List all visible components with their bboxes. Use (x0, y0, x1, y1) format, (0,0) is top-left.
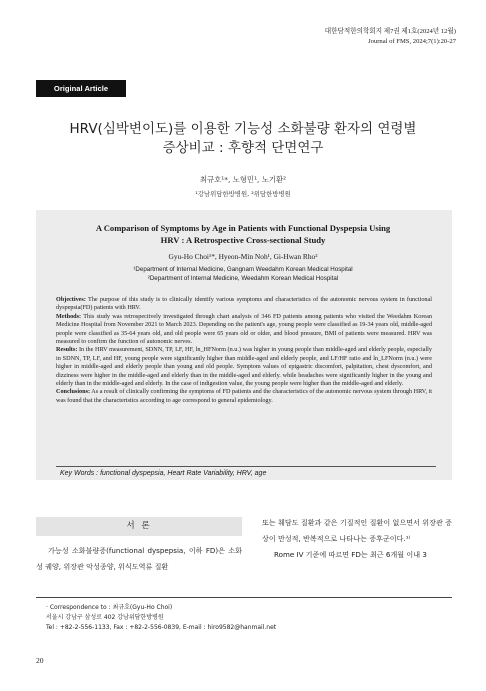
journal-header-english: Journal of FMS, 2024;7(1):20-27 (368, 38, 456, 45)
korean-title (40, 120, 446, 158)
korean-authors: 최규호¹*, 노형민¹, 노기환² (199, 175, 287, 184)
korean-title-line2: 증상비교 : 후향적 단면연구 (162, 140, 324, 156)
conclusions-text: As a result of clinically confirming the symptoms of FD patients and the characteristics of the autonomic nervous system through HRV, it was found that the characteristics according to age correspond to general epidemiology. (56, 388, 432, 404)
results-text: In the HRV measurement, SDNN, TP, LF, HF, ln_HFNorm (n.u.) was higher in young people than middle-aged and elderly people, especially in SDNN, TP, LF, and HF, young people were significantly higher than middle-aged and elderly people, and LF/HF ratio and ln_LFNorm (n.u.) were higher in middle-aged and elderly people than young and old people. Symptom values of epigastric discomfort, palpitation, chest dyscomfort, and dizziness were higher in the middle-aged and elderly than in the middle-aged and elderly. while headaches were significantly higher in the young and elderly than in the middle-aged and elderly. In the case of indigestion value, the young people were higher than the middle-aged and elderly. (56, 346, 432, 388)
english-title-line2: HRV : A Retrospective Cross-sectional Study (160, 235, 326, 245)
correspondence-footnote (46, 603, 276, 633)
journal-header (325, 27, 456, 47)
english-affiliation-1: ¹Department of Internal Medicine, Gangnam Weedahm Korean Medical Hospital (133, 266, 353, 273)
body-column-left (36, 543, 242, 575)
korean-title-line1: HRV(심박변이도)를 이용한 기능성 소화불량 환자의 연령별 (69, 121, 417, 137)
abstract-results (56, 346, 432, 388)
abstract-methods (56, 313, 432, 347)
english-title (50, 222, 436, 246)
english-affiliations (50, 265, 436, 283)
footnote-line3: Tel : +82-2-556-1133, Fax : +82-2-556-0839, E-mail : hiro9582@hanmail.net (46, 624, 277, 631)
abstract-objectives (56, 296, 432, 313)
section-heading-introduction: 서 론 (36, 517, 242, 536)
abstract-text (56, 296, 432, 405)
abstract-conclusions (56, 388, 432, 405)
footnote-divider (36, 597, 452, 598)
body-column-right (262, 515, 452, 563)
methods-text: This study was retrospectively investigated through chart analysis of 346 FD patients among patients who visited the Weedahm Korean Medicine Hospital from November 2021 to March 2023. Depending on the patient's age, young people were classified as 19-34 years old, middle-aged people were classified as 35-64 years old, and old people were 65 years old or older, and blood pressure, BMI of patients were measured. HRV was measured to confirm the function of autonomic nerves. (56, 312, 432, 346)
footnote-line2: 서울시 강남구 삼성로 402 강남위담한방병원 (46, 614, 164, 621)
results-label: Results: (56, 346, 78, 354)
korean-affiliations: ¹강남위담한방병원, ²위담한방병원 (195, 190, 291, 198)
page-number: 20 (36, 656, 44, 665)
keywords: Key Words : functional dyspepsia, Heart Rate Variability, HRV, age (60, 470, 267, 477)
english-title-line1: A Comparison of Symptoms by Age in Patients with Functional Dyspepsia Using (95, 223, 391, 233)
body-right-paragraph-2: Rome IV 기준에 따르면 FD는 최근 6개월 이내 3 (274, 550, 427, 559)
english-authors: Gyu-Ho Choi¹*, Hyeon-Min Noh¹, Gi-Hwan Rho² (168, 252, 318, 261)
objectives-label: Objectives: (56, 296, 86, 303)
keywords-divider (56, 466, 436, 467)
body-left-paragraph: 가능성 소화불량증(functional dyspepsia, 이하 FD)은 소화성 궤양, 위장관 악성종양, 위식도역류 질환 (36, 546, 242, 571)
english-affiliation-2: ²Department of Internal Medicine, Weedahm Korean Medical Hospital (147, 275, 339, 282)
objectives-text: The purpose of this study is to clinically identify various symptoms and characteristics of the autonomic nervous system in functional dyspepsia(FD) patients with HRV. (56, 296, 432, 312)
footnote-line1: · Correspondence to : 최규호(Gyu-Ho Choi) (46, 604, 173, 611)
article-type-badge: Original Article (36, 80, 126, 97)
methods-label: Methods: (56, 312, 82, 320)
conclusions-label: Conclusions: (56, 388, 91, 396)
body-right-paragraph-1: 또는 췌담도 질환과 같은 기질적인 질환이 없으면서 위장관 증상이 만성적, 반복적으로 나타나는 증후군이다.¹⁾ (262, 518, 452, 543)
journal-header-korean: 대한담적한의학회지 제7권 제1호(2024년 12월) (324, 28, 456, 35)
